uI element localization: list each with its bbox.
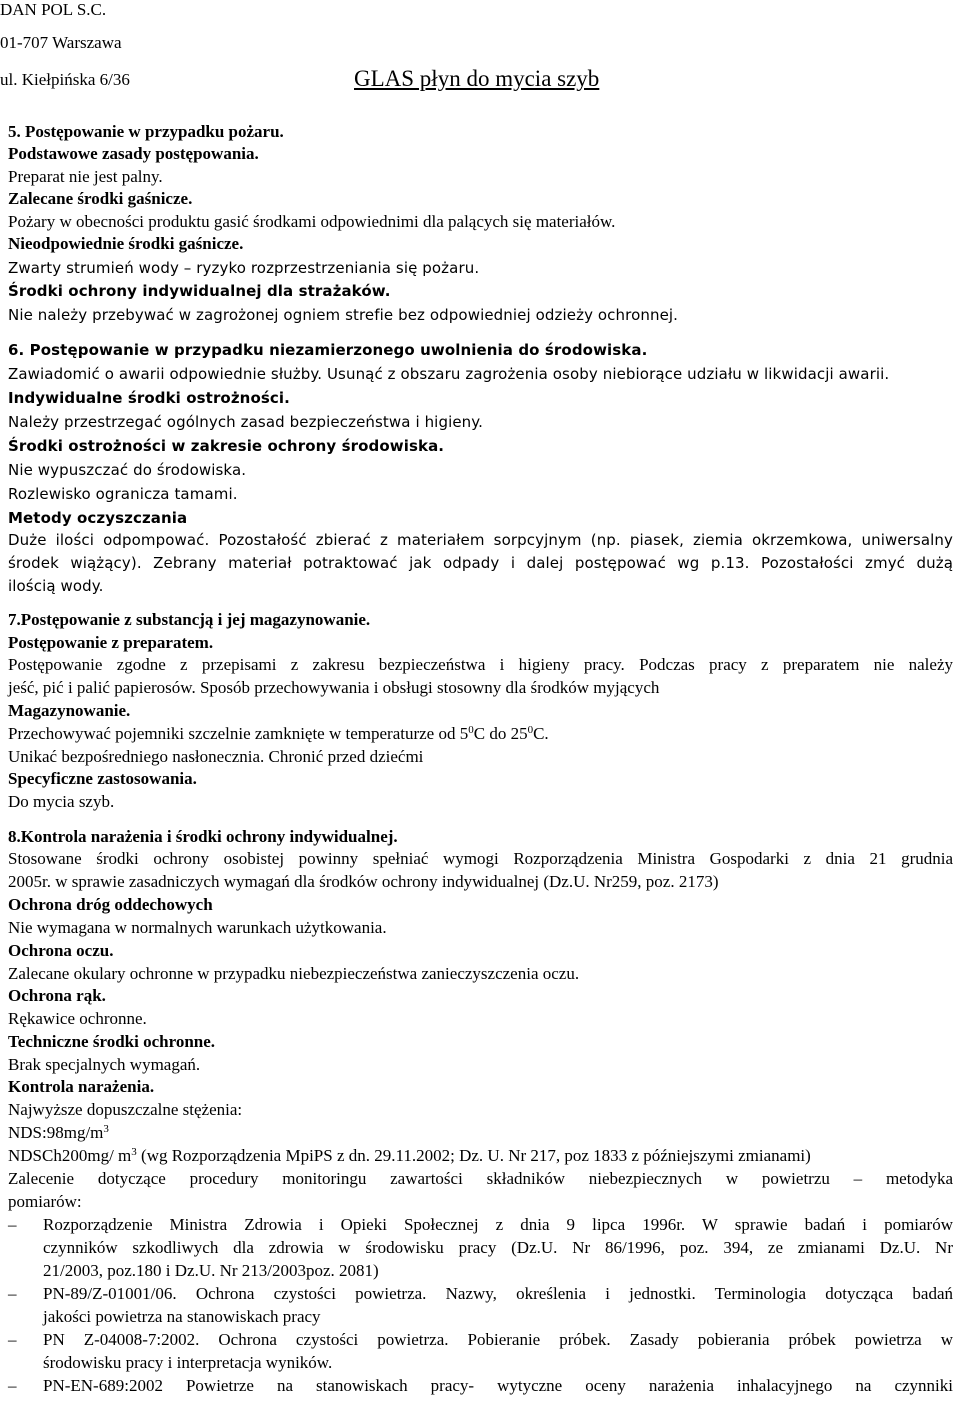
- document-title: GLAS płyn do mycia szyb: [354, 66, 600, 91]
- list-item-line: Rozporządzenie Ministra Zdrowia i Opieki Społecznej z dnia 9 lipca 1996r. W sprawie badań i pomiarów: [43, 1215, 953, 1234]
- section-8-text: Nie wymagana w normalnych warunkach użytkowania.: [8, 918, 387, 937]
- section-8-subheading: Ochrona rąk.: [8, 986, 106, 1005]
- section-8-paragraph-line: Stosowane środki ochrony osobistej powinny spełniać wymogi Rozporządzenia Ministra Gospodarki z dnia 21 grudnia: [8, 849, 953, 868]
- section-8-heading: 8.Kontrola narażenia i środki ochrony indywidualnej.: [8, 827, 398, 846]
- section-6-subheading: Metody oczyszczania: [8, 509, 188, 527]
- section-8-text: Najwyższe dopuszczalne stężenia:: [8, 1100, 243, 1119]
- section-8-text: Rękawice ochronne.: [8, 1009, 147, 1028]
- section-5-subheading: Środki ochrony indywidualnej dla strażaków.: [8, 282, 391, 300]
- section-6-paragraph-line: ilością wody.: [8, 577, 104, 595]
- list-item-line: PN Z-04008-7:2002. Ochrona czystości powietrza. Pobieranie próbek. Zasady pobierania próbek powietrza w: [43, 1330, 953, 1349]
- section-5-text: Preparat nie jest palny.: [8, 167, 163, 186]
- list-dash: –: [8, 1330, 17, 1349]
- storage-text-part: C do 25: [473, 724, 528, 743]
- list-item-line: PN-EN-689:2002 Powietrze na stanowiskach pracy- wytyczne oceny narażenia inhalacyjnego na czynniki: [43, 1376, 953, 1395]
- nds-text: NDS:98mg/m: [8, 1123, 104, 1142]
- section-7-text: Do mycia szyb.: [8, 792, 115, 811]
- section-8-text: Zalecane okulary ochronne w przypadku niebezpieczeństwa zanieczyszczenia oczu.: [8, 964, 580, 983]
- storage-text-part: C.: [533, 724, 549, 743]
- company-name: DAN POL S.C.: [0, 0, 107, 19]
- list-item-line: jakości powietrza na stanowiskach pracy: [43, 1307, 321, 1326]
- section-6-text: Należy przestrzegać ogólnych zasad bezpieczeństwa i higieny.: [8, 413, 483, 431]
- section-6-text: Nie wypuszczać do środowiska.: [8, 461, 247, 479]
- company-city: 01-707 Warszawa: [0, 33, 122, 52]
- cubic-superscript: 3: [103, 1123, 109, 1135]
- section-5-subheading: Zalecane środki gaśnicze.: [8, 189, 193, 208]
- section-8-text: Brak specjalnych wymagań.: [8, 1055, 201, 1074]
- list-dash: –: [8, 1284, 17, 1303]
- section-8-paragraph-line: pomiarów:: [8, 1192, 82, 1211]
- degree-superscript: 0: [527, 724, 534, 736]
- section-7-text: Unikać bezpośredniego nasłonecznia. Chronić przed dziećmi: [8, 747, 424, 766]
- section-8-subheading: Techniczne środki ochronne.: [8, 1032, 216, 1051]
- section-7-heading: 7.Postępowanie z substancją i jej magazynowanie.: [8, 610, 371, 629]
- storage-text-part: Przechowywać pojemniki szczelnie zamknięte w temperaturze od 5: [8, 724, 469, 743]
- section-5-text: Zwarty strumień wody – ryzyko rozprzestrzeniania się pożaru.: [8, 259, 480, 277]
- section-5-text: Nie należy przebywać w zagrożonej ogniem strefie bez odpowiedniej odzieży ochronnej.: [8, 306, 679, 324]
- section-6-paragraph-line: Duże ilości odpompować. Pozostałość zbierać z materiałem sorpcyjnym (np. piasek, ziemia okrzemkowa, uniwersalny: [8, 531, 953, 549]
- section-5-heading: 5. Postępowanie w przypadku pożaru.: [8, 122, 284, 141]
- section-5-text: Pożary w obecności produktu gasić środkami odpowiednimi dla palących się materiałów.: [8, 212, 616, 231]
- ndsch-value: [8, 1145, 811, 1167]
- section-6-paragraph-line: środek wiążący). Zebrany materiał potraktować jak odpady i dalej postępować wg p.13. Pozostałości zmyć dużą: [8, 554, 953, 572]
- list-item-line: 21/2003, poz.180 i Dz.U. Nr 213/2003poz. 2081): [43, 1261, 379, 1280]
- section-6-subheading: Środki ostrożności w zakresie ochrony środowiska.: [8, 437, 445, 455]
- list-item-line: czynników szkodliwych dla zdrowia w środowisku pracy (Dz.U. Nr 86/1996, poz. 394, ze zmianami Dz.U. Nr: [43, 1238, 953, 1257]
- degree-superscript: 0: [468, 724, 474, 736]
- list-dash: –: [8, 1215, 17, 1234]
- section-7-subheading: Magazynowanie.: [8, 701, 131, 720]
- section-7-subheading: Postępowanie z preparatem.: [8, 633, 214, 652]
- section-5-subheading: Podstawowe zasady postępowania.: [8, 144, 259, 163]
- section-8-subheading: Ochrona dróg oddechowych: [8, 895, 213, 914]
- section-7-paragraph-line: Postępowanie zgodne z przepisami z zakresu bezpieczeństwa i higieny pracy. Podczas pracy z preparatem nie należy: [8, 655, 953, 674]
- list-item-line: PN-89/Z-01001/06. Ochrona czystości powietrza. Nazwy, określenia i jednostki. Terminologia dotycząca badań: [43, 1284, 953, 1303]
- section-6-subheading: Indywidualne środki ostrożności.: [8, 389, 290, 407]
- section-8-subheading: Kontrola narażenia.: [8, 1077, 155, 1096]
- list-dash: –: [8, 1376, 17, 1395]
- cubic-superscript: 3: [131, 1146, 137, 1158]
- section-8-subheading: Ochrona oczu.: [8, 941, 114, 960]
- company-street: ul. Kiełpińska 6/36: [0, 70, 130, 89]
- ndsch-text: NDSCh200mg/ m: [8, 1146, 132, 1165]
- storage-temperature-text: [8, 723, 549, 745]
- section-8-paragraph-line: Zalecenie dotyczące procedury monitoringu zawartości składników niebezpiecznych w powietrzu – metodyka: [8, 1169, 953, 1188]
- section-8-paragraph-line: 2005r. w sprawie zasadniczych wymagań dla środków ochrony indywidualnej (Dz.U. Nr259, poz. 2173): [8, 872, 719, 891]
- section-6-text: Zawiadomić o awarii odpowiednie służby. Usunąć z obszaru zagrożenia osoby niebiorące udziału w likwidacji awarii.: [8, 365, 890, 383]
- section-6-text: Rozlewisko ogranicza tamami.: [8, 485, 238, 503]
- nds-value: [8, 1122, 109, 1144]
- ndsch-text: (wg Rozporządzenia MpiPS z dn. 29.11.2002; Dz. U. Nr 217, poz 1833 z późniejszymi zmianami): [136, 1146, 811, 1165]
- list-item-line: środowisku pracy i interpretacja wyników.: [43, 1353, 333, 1372]
- section-7-paragraph-line: jeść, pić i palić papierosów. Sposób przechowywania i obsługi stosowny dla środków myjących: [8, 678, 660, 697]
- section-5-subheading: Nieodpowiednie środki gaśnicze.: [8, 234, 244, 253]
- section-7-subheading: Specyficzne zastosowania.: [8, 769, 197, 788]
- section-6-heading: 6. Postępowanie w przypadku niezamierzonego uwolnienia do środowiska.: [8, 341, 648, 359]
